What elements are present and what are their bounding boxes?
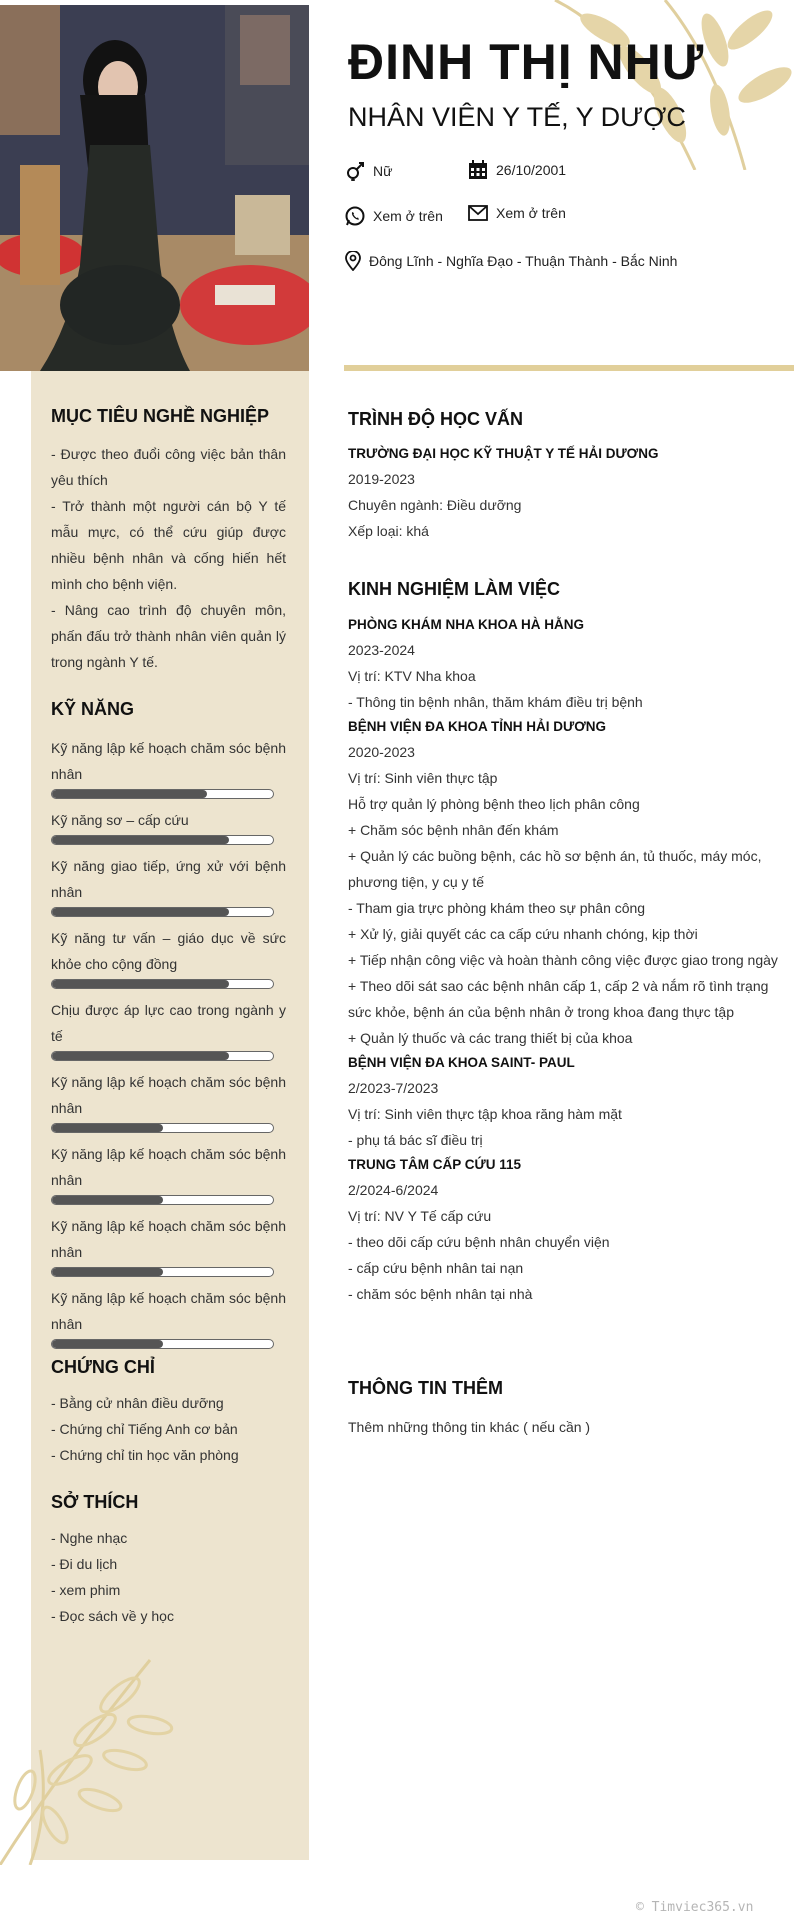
skill-level-fill (52, 1196, 163, 1204)
experience-line: 2020-2023 (348, 744, 415, 760)
skill-label: Kỹ năng sơ – cấp cứu (51, 812, 189, 828)
organization-name: TRUNG TÂM CẤP CỨU 115 (348, 1157, 521, 1172)
experience-item (348, 613, 778, 715)
experience-line: Vị trí: NV Y Tế cấp cứu (348, 1208, 492, 1224)
skill-level-bar (51, 1123, 274, 1133)
organization-name: BỆNH VIỆN ĐA KHOA TỈNH HẢI DƯƠNG (348, 719, 606, 734)
address-info (345, 251, 677, 271)
section-title: SỞ THÍCH (51, 1492, 139, 1512)
skill-item (51, 997, 286, 1061)
experience-list (348, 613, 778, 1307)
experience-line: - theo dõi cấp cứu bệnh nhân chuyển viện (348, 1234, 610, 1250)
section-title: KỸ NĂNG (51, 699, 135, 719)
section-title: THÔNG TIN THÊM (348, 1378, 503, 1398)
skill-item (51, 925, 286, 989)
job-title: NHÂN VIÊN Y TẾ, Y DƯỢC (348, 102, 686, 132)
list-item: - Đọc sách về y học (51, 1608, 174, 1624)
experience-line: - Tham gia trực phòng khám theo sự phân công (348, 900, 646, 916)
skill-level-bar (51, 835, 274, 845)
skill-label: Chịu được áp lực cao trong ngành y tế (51, 1002, 286, 1044)
experience-line: 2/2023-7/2023 (348, 1080, 439, 1096)
extra-info-text: Thêm những thông tin khác ( nếu cần ) (348, 1419, 591, 1435)
skill-level-fill (52, 1052, 229, 1060)
skill-label: Kỹ năng tư vấn – giáo dục về sức khỏe cho cộng đồng (51, 930, 286, 972)
experience-item (348, 1153, 778, 1307)
education-line: 2019-2023 (348, 471, 415, 487)
envelope-icon (468, 205, 488, 221)
list-item: - Bằng cử nhân điều dưỡng (51, 1395, 224, 1411)
skill-level-bar (51, 1339, 274, 1349)
experience-line: + Theo dõi sát sao các bệnh nhân cấp 1, cấp 2 và nắm rõ tình trạng sức khỏe, bệnh án của bệnh nhân ở trong khoa đang thực tập (348, 978, 769, 1020)
skill-item (51, 853, 286, 917)
skill-level-bar (51, 789, 274, 799)
candidate-name: ĐINH THỊ NHƯ (348, 34, 705, 90)
skill-label: Kỹ năng lập kế hoạch chăm sóc bệnh nhân (51, 1290, 286, 1332)
phone-icon (345, 206, 365, 226)
section-title: CHỨNG CHỈ (51, 1357, 155, 1377)
experience-line: Vị trí: Sinh viên thực tập khoa răng hàm mặt (348, 1106, 622, 1122)
skill-level-fill (52, 790, 207, 798)
organization-name: PHÒNG KHÁM NHA KHOA HÀ HẰNG (348, 617, 584, 632)
address-value: Đông Lĩnh - Nghĩa Đạo - Thuận Thành - Bắc Ninh (369, 253, 678, 269)
skill-label: Kỹ năng lập kế hoạch chăm sóc bệnh nhân (51, 1146, 286, 1188)
skill-label: Kỹ năng lập kế hoạch chăm sóc bệnh nhân (51, 1218, 286, 1260)
experience-line: + Quản lý thuốc và các trang thiết bị của khoa (348, 1030, 633, 1046)
experience-item (348, 1051, 778, 1153)
hobbies-section (51, 1490, 286, 1629)
section-title: MỤC TIÊU NGHỀ NGHIỆP (51, 406, 270, 426)
education-line: Chuyên ngành: Điều dưỡng (348, 497, 522, 513)
skill-level-fill (52, 836, 229, 844)
school-name: TRƯỜNG ĐẠI HỌC KỸ THUẬT Y TẾ HẢI DƯƠNG (348, 446, 659, 461)
profile-photo (0, 5, 309, 371)
birthdate-info (468, 160, 566, 180)
phone-value: Xem ở trên (373, 208, 443, 224)
skill-level-bar (51, 907, 274, 917)
skill-item (51, 1285, 286, 1349)
skill-item (51, 1069, 286, 1133)
skill-level-bar (51, 1267, 274, 1277)
calendar-icon (468, 160, 488, 180)
extra-info-section (348, 1376, 778, 1440)
list-item: - Nghe nhạc (51, 1530, 128, 1546)
watermark: © Timviec365.vn (636, 1900, 754, 1915)
skill-level-bar (51, 979, 274, 989)
organization-name: BỆNH VIỆN ĐA KHOA SAINT- PAUL (348, 1055, 575, 1070)
email-value: Xem ở trên (496, 205, 566, 221)
list-item: - Chứng chỉ tin học văn phòng (51, 1447, 239, 1463)
experience-line: + Xử lý, giải quyết các ca cấp cứu nhanh chóng, kịp thời (348, 926, 698, 942)
education-line: Xếp loại: khá (348, 523, 429, 539)
email-info (468, 203, 566, 223)
skill-label: Kỹ năng giao tiếp, ứng xử với bệnh nhân (51, 858, 286, 900)
education-section (348, 407, 778, 544)
skills-list (51, 735, 286, 1349)
section-title: KINH NGHIỆM LÀM VIỆC (348, 579, 561, 599)
experience-line: - chăm sóc bệnh nhân tại nhà (348, 1286, 533, 1302)
birthdate-value: 26/10/2001 (496, 162, 567, 178)
career-goal-section (51, 404, 286, 675)
skill-item (51, 735, 286, 799)
experience-line: Vị trí: Sinh viên thực tập (348, 770, 498, 786)
skill-item (51, 807, 286, 845)
skill-level-fill (52, 980, 229, 988)
skill-item (51, 1213, 286, 1277)
skill-level-fill (52, 908, 229, 916)
skill-level-fill (52, 1124, 163, 1132)
phone-info (345, 206, 443, 226)
leaf-decoration-bottom (0, 1640, 200, 1865)
experience-line: - cấp cứu bệnh nhân tai nạn (348, 1260, 524, 1276)
list-item: - Chứng chỉ Tiếng Anh cơ bản (51, 1421, 238, 1437)
section-title: TRÌNH ĐỘ HỌC VẤN (348, 409, 523, 429)
career-goal-text: - Được theo đuổi công việc bản thân yêu thích - Trở thành một người cán bộ Y tế mẫu mực, có thể cứu giúp được nhiều bệnh nhân và cống hiến hết mình cho bệnh viện. - Nâng cao trình độ chuyên môn, phấn đấu trở thành nhân viên quản lý trong ngành Y tế. (51, 446, 286, 670)
skill-level-fill (52, 1268, 163, 1276)
gender-info (345, 161, 392, 181)
experience-line: Hỗ trợ quản lý phòng bệnh theo lịch phân công (348, 796, 640, 812)
skill-level-fill (52, 1340, 163, 1348)
list-item: - xem phim (51, 1582, 121, 1598)
experience-line: + Chăm sóc bệnh nhân đến khám (348, 822, 559, 838)
gender-value: Nữ (373, 163, 393, 179)
certificates-section (51, 1355, 286, 1468)
skills-section (51, 697, 286, 1357)
experience-line: 2023-2024 (348, 642, 415, 658)
experience-line: 2/2024-6/2024 (348, 1182, 439, 1198)
experience-line: + Tiếp nhận công việc và hoàn thành công việc được giao trong ngày (348, 952, 778, 968)
header-divider (344, 365, 794, 371)
experience-line: + Quản lý các buồng bệnh, các hồ sơ bệnh án, tủ thuốc, máy móc, phương tiện, y cụ y tế (348, 848, 762, 890)
skill-label: Kỹ năng lập kế hoạch chăm sóc bệnh nhân (51, 740, 286, 782)
experience-section (348, 577, 778, 1307)
experience-line: - phụ tá bác sĩ điều trị (348, 1132, 483, 1148)
map-pin-icon (345, 251, 361, 271)
experience-item (348, 715, 778, 1051)
list-item: - Đi du lịch (51, 1556, 118, 1572)
skill-item (51, 1141, 286, 1205)
skill-level-bar (51, 1051, 274, 1061)
gender-icon (345, 161, 365, 181)
experience-line: Vị trí: KTV Nha khoa (348, 668, 476, 684)
experience-line: - Thông tin bệnh nhân, thăm khám điều trị bệnh (348, 694, 643, 710)
skill-label: Kỹ năng lập kế hoạch chăm sóc bệnh nhân (51, 1074, 286, 1116)
skill-level-bar (51, 1195, 274, 1205)
